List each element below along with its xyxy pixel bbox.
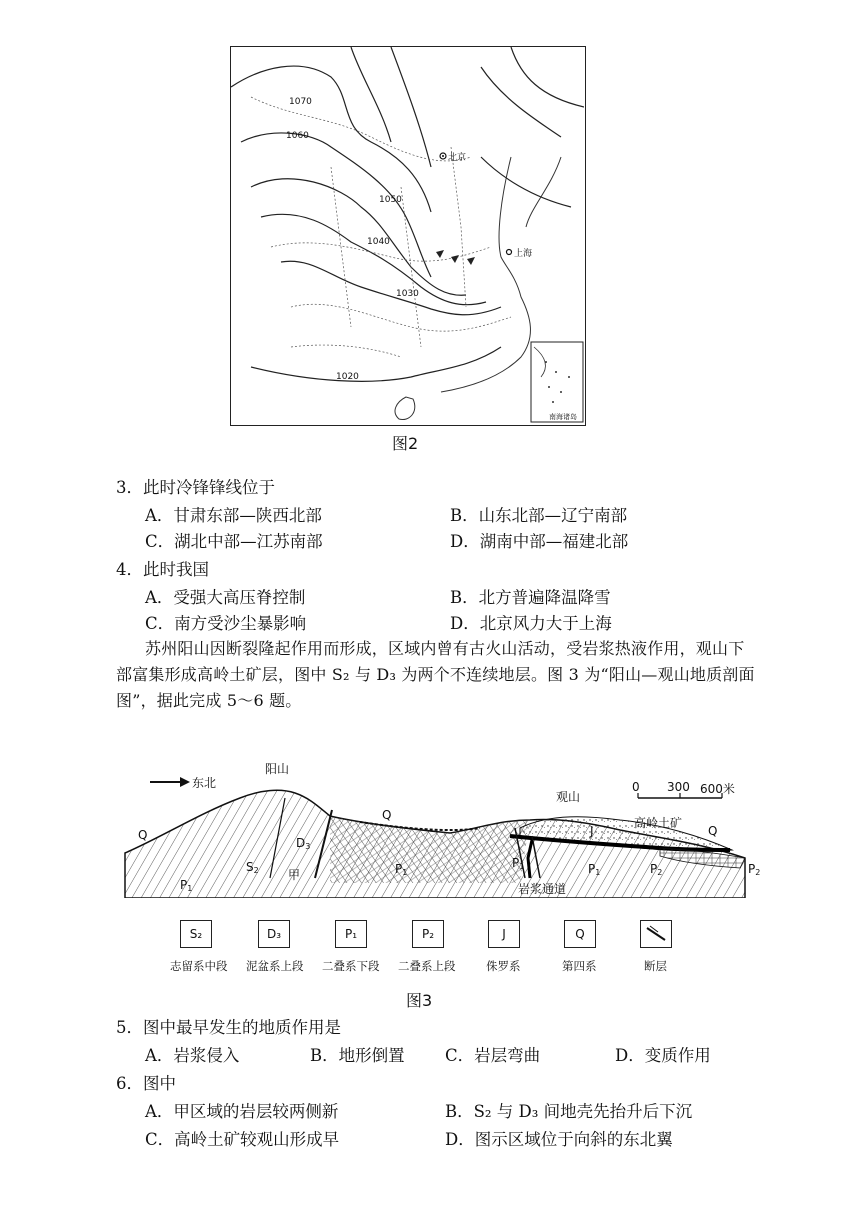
legend-item-fault bbox=[640, 920, 672, 948]
isobar-label-1020: 1020 bbox=[336, 372, 359, 382]
legend-label-fault: 断层 bbox=[644, 959, 667, 973]
layer-label-p1-left: $P_1$ bbox=[180, 878, 193, 893]
isobar-label-1050: 1050 bbox=[379, 195, 402, 205]
layer-label-p1-mid: $P_1$ bbox=[395, 862, 408, 877]
legend-label-d3: 泥盆系上段 bbox=[246, 959, 304, 973]
legend-item-q bbox=[564, 920, 596, 948]
q5-option-c: C．岩层弯曲 bbox=[445, 1046, 541, 1065]
q6-option-a: A．甲区域的岩层较两侧新 bbox=[145, 1102, 339, 1121]
legend-swatch-j: J bbox=[488, 920, 520, 948]
layer-label-d3: $D_3$ bbox=[296, 836, 311, 851]
legend-label-q: 第四系 bbox=[562, 959, 597, 973]
q5-option-a: A．岩浆侵入 bbox=[145, 1046, 240, 1065]
passage-line-3: 图”，据此完成 5～6 题。 bbox=[116, 691, 302, 710]
legend-item-d3 bbox=[258, 920, 290, 948]
isobar-label-1040: 1040 bbox=[367, 237, 390, 247]
figure3-caption: 图3 bbox=[406, 991, 433, 1010]
scale-600: 600米 bbox=[700, 782, 735, 796]
question-3-stem: 3．此时冷锋锋线位于 bbox=[116, 478, 275, 497]
isobar-label-1060: 1060 bbox=[286, 131, 309, 141]
weather-map-drawing bbox=[231, 47, 584, 424]
peak-yangshan: 阳山 bbox=[265, 762, 290, 776]
q6-option-d: D．图示区域位于向斜的东北翼 bbox=[445, 1130, 673, 1149]
legend-swatch-fault bbox=[640, 920, 672, 948]
legend-label-j: 侏罗系 bbox=[486, 959, 521, 973]
legend-label-s2: 志留系中段 bbox=[170, 959, 228, 973]
q4-option-b: B．北方普遍降温降雪 bbox=[450, 588, 611, 607]
magma-channel-label: 岩浆通道 bbox=[518, 882, 567, 896]
layer-label-p1-right: $P_1$ bbox=[512, 856, 525, 871]
layer-label-q-mid: Q bbox=[382, 808, 392, 822]
q6-option-b: B．S₂ 与 D₃ 间地壳先抬升后下沉 bbox=[445, 1102, 693, 1121]
q5-option-b: B．地形倒置 bbox=[310, 1046, 405, 1065]
scale-0: 0 bbox=[632, 780, 640, 794]
layer-label-s2: $S_2$ bbox=[246, 860, 259, 875]
legend-swatch-p1: P₁ bbox=[335, 920, 367, 948]
layer-label-j: J bbox=[590, 824, 594, 838]
city-beijing: 北京 bbox=[448, 153, 467, 163]
question-5-stem: 5．图中最早发生的地质作用是 bbox=[116, 1018, 341, 1037]
profile-legend bbox=[170, 920, 710, 980]
question-6-stem: 6．图中 bbox=[116, 1074, 176, 1093]
scale-300: 300 bbox=[667, 780, 690, 794]
q3-option-b: B．山东北部—辽宁南部 bbox=[450, 506, 628, 525]
legend-swatch-q: Q bbox=[564, 920, 596, 948]
legend-item-j bbox=[488, 920, 520, 948]
passage-line-1: 苏州阳山因断裂隆起作用而形成，区域内曾有古火山活动，受岩浆热液作用，观山下 bbox=[145, 639, 745, 658]
layer-label-q-left: Q bbox=[138, 828, 148, 842]
legend-label-p1: 二叠系下段 bbox=[322, 959, 380, 973]
isobar-label-1070: 1070 bbox=[289, 97, 312, 107]
weather-map bbox=[230, 46, 586, 426]
region-jia: 甲 bbox=[288, 868, 301, 882]
inset-label: 南海诸岛 bbox=[549, 413, 577, 421]
layer-label-q-right: Q bbox=[708, 824, 718, 838]
geologic-profile bbox=[120, 758, 770, 898]
city-shanghai: 上海 bbox=[514, 249, 533, 259]
passage-line-2: 部富集形成高岭土矿层，图中 S₂ 与 D₃ 为两个不连续地层。图 3 为“阳山—观山地质剖面 bbox=[116, 665, 755, 684]
q5-option-d: D．变质作用 bbox=[615, 1046, 711, 1065]
figure2-caption: 图2 bbox=[392, 434, 419, 453]
q4-option-c: C．南方受沙尘暴影响 bbox=[145, 614, 307, 633]
q3-option-d: D．湖南中部—福建北部 bbox=[450, 532, 629, 551]
legend-label-p2: 二叠系上段 bbox=[398, 959, 456, 973]
q3-option-a: A．甘肃东部—陕西北部 bbox=[145, 506, 322, 525]
legend-item-s2 bbox=[180, 920, 212, 948]
isobar-label-1030: 1030 bbox=[396, 289, 419, 299]
legend-swatch-p2: P₂ bbox=[412, 920, 444, 948]
q4-option-d: D．北京风力大于上海 bbox=[450, 614, 612, 633]
q3-option-c: C．湖北中部—江苏南部 bbox=[145, 532, 323, 551]
legend-swatch-d3: D₃ bbox=[258, 920, 290, 948]
legend-swatch-s2: S₂ bbox=[180, 920, 212, 948]
ore-label: 高岭土矿 bbox=[634, 816, 683, 830]
fault-icon bbox=[644, 924, 668, 944]
q4-option-a: A．受强大高压脊控制 bbox=[145, 588, 306, 607]
question-4-stem: 4．此时我国 bbox=[116, 560, 209, 579]
peak-guanshan: 观山 bbox=[556, 790, 581, 804]
q6-option-c: C．高岭土矿较观山形成早 bbox=[145, 1130, 340, 1149]
layer-label-p2-b: $P_2$ bbox=[748, 862, 761, 877]
layer-label-p2-a: $P_2$ bbox=[650, 862, 663, 877]
legend-item-p1 bbox=[335, 920, 367, 948]
layer-label-p1-guan: $P_1$ bbox=[588, 862, 601, 877]
direction-label: 东北 bbox=[192, 776, 217, 790]
legend-item-p2 bbox=[412, 920, 444, 948]
